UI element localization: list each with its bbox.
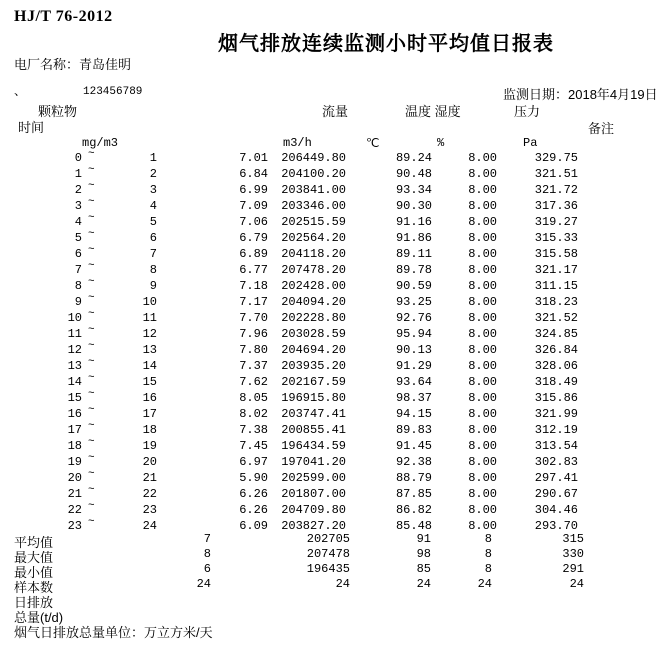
particulate-cell: 7.18 bbox=[239, 279, 268, 293]
pressure-cell: 324.85 bbox=[534, 327, 578, 341]
particulate-cell: 7.01 bbox=[239, 151, 268, 165]
summary-flow-cell: 207478 bbox=[306, 547, 350, 561]
table-row bbox=[0, 340, 672, 359]
table-row bbox=[0, 196, 672, 215]
hour-end-cell: 23 bbox=[142, 503, 157, 517]
pressure-cell: 317.36 bbox=[534, 199, 578, 213]
pressure-cell: 318.49 bbox=[534, 375, 578, 389]
pressure-cell: 318.23 bbox=[534, 295, 578, 309]
hour-start-cell: 22 bbox=[67, 503, 82, 517]
temperature-cell: 98.37 bbox=[395, 391, 432, 405]
temperature-cell: 91.29 bbox=[395, 359, 432, 373]
hour-end-cell: 12 bbox=[142, 327, 157, 341]
table-row bbox=[0, 228, 672, 247]
temperature-cell: 91.16 bbox=[395, 215, 432, 229]
hour-start-cell: 3 bbox=[74, 199, 82, 213]
pressure-cell: 313.54 bbox=[534, 439, 578, 453]
summary-pressure-cell: 24 bbox=[569, 577, 584, 591]
flow-cell: 196915.80 bbox=[281, 391, 346, 405]
humidity-cell: 8.00 bbox=[468, 471, 497, 485]
summary-flow-cell: 24 bbox=[335, 577, 350, 591]
tilde-separator: ~ bbox=[88, 244, 95, 256]
hour-start-cell: 12 bbox=[67, 343, 82, 357]
column-header-temp-humidity: 温度 湿度 bbox=[405, 104, 461, 119]
summary-particulate-cell: 6 bbox=[203, 562, 211, 576]
flow-cell: 203827.20 bbox=[281, 519, 346, 533]
particulate-cell: 8.05 bbox=[239, 391, 268, 405]
pressure-cell: 304.46 bbox=[534, 503, 578, 517]
table-row bbox=[0, 164, 672, 183]
unit-flow: m3/h bbox=[283, 136, 312, 150]
flow-cell: 203841.00 bbox=[281, 183, 346, 197]
hour-start-cell: 2 bbox=[74, 183, 82, 197]
summary-flow-cell: 202705 bbox=[306, 532, 350, 546]
table-row bbox=[0, 468, 672, 487]
hour-end-cell: 18 bbox=[142, 423, 157, 437]
tilde-separator: ~ bbox=[88, 404, 95, 416]
temperature-cell: 90.59 bbox=[395, 279, 432, 293]
unit-pressure: Pa bbox=[523, 136, 538, 150]
temperature-cell: 94.15 bbox=[395, 407, 432, 421]
table-row bbox=[0, 180, 672, 199]
hour-start-cell: 6 bbox=[74, 247, 82, 261]
flow-cell: 197041.20 bbox=[281, 455, 346, 469]
hour-start-cell: 13 bbox=[67, 359, 82, 373]
pressure-cell: 321.51 bbox=[534, 167, 578, 181]
hour-start-cell: 9 bbox=[74, 295, 82, 309]
hour-end-cell: 10 bbox=[142, 295, 157, 309]
tilde-separator: ~ bbox=[88, 452, 95, 464]
tilde-separator: ~ bbox=[88, 228, 95, 240]
total-amount-label: 总量(t/d) bbox=[14, 610, 64, 625]
humidity-cell: 8.00 bbox=[468, 375, 497, 389]
temperature-cell: 89.24 bbox=[395, 151, 432, 165]
hour-start-cell: 20 bbox=[67, 471, 82, 485]
hour-start-cell: 4 bbox=[74, 215, 82, 229]
flow-cell: 203028.59 bbox=[281, 327, 346, 341]
hour-start-cell: 10 bbox=[67, 311, 82, 325]
hour-end-cell: 3 bbox=[149, 183, 157, 197]
hour-start-cell: 8 bbox=[74, 279, 82, 293]
flow-cell: 203346.00 bbox=[281, 199, 346, 213]
hour-end-cell: 11 bbox=[142, 311, 157, 325]
flow-cell: 201807.00 bbox=[281, 487, 346, 501]
hour-end-cell: 16 bbox=[142, 391, 157, 405]
hour-start-cell: 11 bbox=[67, 327, 82, 341]
temperature-cell: 90.48 bbox=[395, 167, 432, 181]
summary-temperature-cell: 85 bbox=[416, 562, 431, 576]
temperature-cell: 86.82 bbox=[395, 503, 432, 517]
temperature-cell: 92.76 bbox=[395, 311, 432, 325]
plant-name-line: 电厂名称：青岛佳明 bbox=[14, 57, 132, 72]
pressure-cell: 319.27 bbox=[534, 215, 578, 229]
summary-flow-cell: 196435 bbox=[306, 562, 350, 576]
pressure-cell: 302.83 bbox=[534, 455, 578, 469]
humidity-cell: 8.00 bbox=[468, 343, 497, 357]
humidity-cell: 8.00 bbox=[468, 423, 497, 437]
hour-end-cell: 1 bbox=[149, 151, 157, 165]
hour-end-cell: 2 bbox=[149, 167, 157, 181]
hour-start-cell: 19 bbox=[67, 455, 82, 469]
temperature-cell: 92.38 bbox=[395, 455, 432, 469]
flow-cell: 206449.80 bbox=[281, 151, 346, 165]
hour-start-cell: 17 bbox=[67, 423, 82, 437]
hour-start-cell: 21 bbox=[67, 487, 82, 501]
particulate-cell: 7.45 bbox=[239, 439, 268, 453]
table-row bbox=[0, 212, 672, 231]
tilde-separator: ~ bbox=[88, 436, 95, 448]
temperature-cell: 91.86 bbox=[395, 231, 432, 245]
pressure-cell: 321.17 bbox=[534, 263, 578, 277]
pressure-cell: 315.58 bbox=[534, 247, 578, 261]
flow-cell: 202228.80 bbox=[281, 311, 346, 325]
summary-humidity-cell: 8 bbox=[484, 562, 492, 576]
tilde-separator: ~ bbox=[88, 292, 95, 304]
flow-cell: 202599.00 bbox=[281, 471, 346, 485]
summary-humidity-cell: 8 bbox=[484, 547, 492, 561]
temperature-cell: 85.48 bbox=[395, 519, 432, 533]
hour-end-cell: 15 bbox=[142, 375, 157, 389]
tilde-separator: ~ bbox=[88, 388, 95, 400]
temperature-cell: 93.34 bbox=[395, 183, 432, 197]
tilde-separator: ~ bbox=[88, 356, 95, 368]
hour-end-cell: 22 bbox=[142, 487, 157, 501]
tilde-separator: ~ bbox=[88, 308, 95, 320]
table-row bbox=[0, 420, 672, 439]
tilde-separator: ~ bbox=[88, 196, 95, 208]
summary-humidity-cell: 8 bbox=[484, 532, 492, 546]
flow-cell: 204709.80 bbox=[281, 503, 346, 517]
monitor-date-line: 监测日期：2018年4月19日 bbox=[503, 87, 658, 102]
particulate-cell: 7.38 bbox=[239, 423, 268, 437]
summary-row bbox=[0, 562, 672, 578]
humidity-cell: 8.00 bbox=[468, 199, 497, 213]
tilde-separator: ~ bbox=[88, 516, 95, 528]
particulate-cell: 6.84 bbox=[239, 167, 268, 181]
humidity-cell: 8.00 bbox=[468, 215, 497, 229]
particulate-cell: 6.89 bbox=[239, 247, 268, 261]
hour-end-cell: 14 bbox=[142, 359, 157, 373]
hour-end-cell: 5 bbox=[149, 215, 157, 229]
humidity-cell: 8.00 bbox=[468, 167, 497, 181]
hour-end-cell: 7 bbox=[149, 247, 157, 261]
hour-end-cell: 4 bbox=[149, 199, 157, 213]
pressure-cell: 315.33 bbox=[534, 231, 578, 245]
hour-end-cell: 24 bbox=[142, 519, 157, 533]
particulate-cell: 7.09 bbox=[239, 199, 268, 213]
tilde-separator: ~ bbox=[88, 468, 95, 480]
tilde-separator: ~ bbox=[88, 260, 95, 272]
pressure-cell: 321.99 bbox=[534, 407, 578, 421]
particulate-cell: 6.09 bbox=[239, 519, 268, 533]
particulate-cell: 7.96 bbox=[239, 327, 268, 341]
particulate-cell: 7.06 bbox=[239, 215, 268, 229]
footer-note: 烟气日排放总量单位：万立方米/天 bbox=[14, 625, 213, 640]
temperature-cell: 95.94 bbox=[395, 327, 432, 341]
table-row bbox=[0, 324, 672, 343]
tilde-separator: ~ bbox=[88, 484, 95, 496]
particulate-cell: 7.37 bbox=[239, 359, 268, 373]
pressure-cell: 311.15 bbox=[534, 279, 578, 293]
temperature-cell: 89.11 bbox=[395, 247, 432, 261]
summary-pressure-cell: 315 bbox=[562, 532, 584, 546]
hour-end-cell: 21 bbox=[142, 471, 157, 485]
tilde-separator: ~ bbox=[88, 276, 95, 288]
particulate-cell: 6.26 bbox=[239, 487, 268, 501]
pressure-cell: 329.75 bbox=[534, 151, 578, 165]
pressure-cell: 326.84 bbox=[534, 343, 578, 357]
hour-start-cell: 7 bbox=[74, 263, 82, 277]
table-row bbox=[0, 436, 672, 455]
humidity-cell: 8.00 bbox=[468, 391, 497, 405]
table-row bbox=[0, 388, 672, 407]
hour-start-cell: 1 bbox=[74, 167, 82, 181]
serial-number: 123456789 bbox=[83, 86, 143, 98]
hour-end-cell: 17 bbox=[142, 407, 157, 421]
humidity-cell: 8.00 bbox=[468, 519, 497, 533]
particulate-cell: 8.02 bbox=[239, 407, 268, 421]
hour-start-cell: 18 bbox=[67, 439, 82, 453]
unit-temperature: ℃ bbox=[366, 137, 380, 151]
table-row bbox=[0, 276, 672, 295]
flow-cell: 207478.20 bbox=[281, 263, 346, 277]
flow-cell: 203747.41 bbox=[281, 407, 346, 421]
summary-humidity-cell: 24 bbox=[477, 577, 492, 591]
temperature-cell: 88.79 bbox=[395, 471, 432, 485]
humidity-cell: 8.00 bbox=[468, 263, 497, 277]
pressure-cell: 315.86 bbox=[534, 391, 578, 405]
table-row bbox=[0, 260, 672, 279]
summary-row-label: 平均值 bbox=[14, 535, 54, 550]
column-header-time: 时间 bbox=[18, 120, 45, 135]
flow-cell: 200855.41 bbox=[281, 423, 346, 437]
summary-particulate-cell: 8 bbox=[203, 547, 211, 561]
flow-cell: 202428.00 bbox=[281, 279, 346, 293]
tilde-separator: ~ bbox=[88, 420, 95, 432]
humidity-cell: 8.00 bbox=[468, 407, 497, 421]
pressure-cell: 328.06 bbox=[534, 359, 578, 373]
tilde-separator: ~ bbox=[88, 212, 95, 224]
table-row bbox=[0, 356, 672, 375]
humidity-cell: 8.00 bbox=[468, 487, 497, 501]
particulate-cell: 5.90 bbox=[239, 471, 268, 485]
hour-start-cell: 16 bbox=[67, 407, 82, 421]
hour-start-cell: 15 bbox=[67, 391, 82, 405]
summary-row bbox=[0, 577, 672, 593]
temperature-cell: 93.64 bbox=[395, 375, 432, 389]
summary-row-label: 最小值 bbox=[14, 565, 54, 580]
particulate-cell: 7.62 bbox=[239, 375, 268, 389]
unit-particulate: mg/m3 bbox=[82, 136, 119, 150]
summary-row-label: 样本数 bbox=[14, 580, 54, 595]
pressure-cell: 297.41 bbox=[534, 471, 578, 485]
particulate-cell: 6.79 bbox=[239, 231, 268, 245]
hour-start-cell: 0 bbox=[74, 151, 82, 165]
pressure-cell: 321.52 bbox=[534, 311, 578, 325]
hour-end-cell: 19 bbox=[142, 439, 157, 453]
humidity-cell: 8.00 bbox=[468, 151, 497, 165]
particulate-cell: 7.80 bbox=[239, 343, 268, 357]
flow-cell: 202167.59 bbox=[281, 375, 346, 389]
pressure-cell: 290.67 bbox=[534, 487, 578, 501]
hour-end-cell: 20 bbox=[142, 455, 157, 469]
summary-temperature-cell: 91 bbox=[416, 532, 431, 546]
temperature-cell: 89.78 bbox=[395, 263, 432, 277]
summary-row-label: 最大值 bbox=[14, 550, 54, 565]
flow-cell: 202515.59 bbox=[281, 215, 346, 229]
column-header-flow: 流量 bbox=[322, 104, 349, 119]
punctuation-mark: 、 bbox=[14, 84, 27, 98]
pressure-cell: 321.72 bbox=[534, 183, 578, 197]
summary-particulate-cell: 24 bbox=[196, 577, 211, 591]
particulate-cell: 6.77 bbox=[239, 263, 268, 277]
hour-end-cell: 8 bbox=[149, 263, 157, 277]
tilde-separator: ~ bbox=[88, 324, 95, 336]
hour-end-cell: 9 bbox=[149, 279, 157, 293]
tilde-separator: ~ bbox=[88, 164, 95, 176]
temperature-cell: 91.45 bbox=[395, 439, 432, 453]
table-row bbox=[0, 500, 672, 519]
tilde-separator: ~ bbox=[88, 180, 95, 192]
report-title: 烟气排放连续监测小时平均值日报表 bbox=[218, 33, 554, 55]
humidity-cell: 8.00 bbox=[468, 439, 497, 453]
table-row bbox=[0, 292, 672, 311]
flow-cell: 204094.20 bbox=[281, 295, 346, 309]
flow-cell: 204100.20 bbox=[281, 167, 346, 181]
particulate-cell: 6.97 bbox=[239, 455, 268, 469]
humidity-cell: 8.00 bbox=[468, 311, 497, 325]
flow-cell: 204694.20 bbox=[281, 343, 346, 357]
pressure-cell: 312.19 bbox=[534, 423, 578, 437]
table-row bbox=[0, 308, 672, 327]
particulate-cell: 6.99 bbox=[239, 183, 268, 197]
summary-pressure-cell: 330 bbox=[562, 547, 584, 561]
humidity-cell: 8.00 bbox=[468, 455, 497, 469]
tilde-separator: ~ bbox=[88, 340, 95, 352]
summary-particulate-cell: 7 bbox=[203, 532, 211, 546]
humidity-cell: 8.00 bbox=[468, 183, 497, 197]
flow-cell: 202564.20 bbox=[281, 231, 346, 245]
column-header-particulate: 颗粒物 bbox=[38, 104, 78, 119]
unit-humidity: % bbox=[437, 136, 445, 150]
humidity-cell: 8.00 bbox=[468, 279, 497, 293]
table-row bbox=[0, 484, 672, 503]
hour-end-cell: 13 bbox=[142, 343, 157, 357]
hour-start-cell: 14 bbox=[67, 375, 82, 389]
hour-start-cell: 5 bbox=[74, 231, 82, 245]
summary-pressure-cell: 291 bbox=[562, 562, 584, 576]
summary-row bbox=[0, 532, 672, 548]
table-row bbox=[0, 404, 672, 423]
hour-end-cell: 6 bbox=[149, 231, 157, 245]
humidity-cell: 8.00 bbox=[468, 295, 497, 309]
tilde-separator: ~ bbox=[88, 148, 95, 160]
temperature-cell: 89.83 bbox=[395, 423, 432, 437]
humidity-cell: 8.00 bbox=[468, 503, 497, 517]
column-header-note: 备注 bbox=[588, 121, 615, 136]
table-row bbox=[0, 148, 672, 167]
column-header-pressure: 压力 bbox=[514, 104, 541, 119]
flow-cell: 203935.20 bbox=[281, 359, 346, 373]
temperature-cell: 90.13 bbox=[395, 343, 432, 357]
particulate-cell: 7.70 bbox=[239, 311, 268, 325]
daily-emission-label: 日排放 bbox=[14, 595, 54, 610]
standard-code: HJ/T 76-2012 bbox=[14, 8, 113, 25]
flow-cell: 204118.20 bbox=[281, 247, 346, 261]
summary-temperature-cell: 24 bbox=[416, 577, 431, 591]
temperature-cell: 93.25 bbox=[395, 295, 432, 309]
humidity-cell: 8.00 bbox=[468, 327, 497, 341]
particulate-cell: 6.26 bbox=[239, 503, 268, 517]
particulate-cell: 7.17 bbox=[239, 295, 268, 309]
table-row bbox=[0, 244, 672, 263]
pressure-cell: 293.70 bbox=[534, 519, 578, 533]
summary-temperature-cell: 98 bbox=[416, 547, 431, 561]
humidity-cell: 8.00 bbox=[468, 231, 497, 245]
hour-start-cell: 23 bbox=[67, 519, 82, 533]
table-row bbox=[0, 372, 672, 391]
humidity-cell: 8.00 bbox=[468, 247, 497, 261]
summary-row bbox=[0, 547, 672, 563]
flow-cell: 196434.59 bbox=[281, 439, 346, 453]
temperature-cell: 90.30 bbox=[395, 199, 432, 213]
tilde-separator: ~ bbox=[88, 500, 95, 512]
humidity-cell: 8.00 bbox=[468, 359, 497, 373]
temperature-cell: 87.85 bbox=[395, 487, 432, 501]
table-row bbox=[0, 452, 672, 471]
tilde-separator: ~ bbox=[88, 372, 95, 384]
